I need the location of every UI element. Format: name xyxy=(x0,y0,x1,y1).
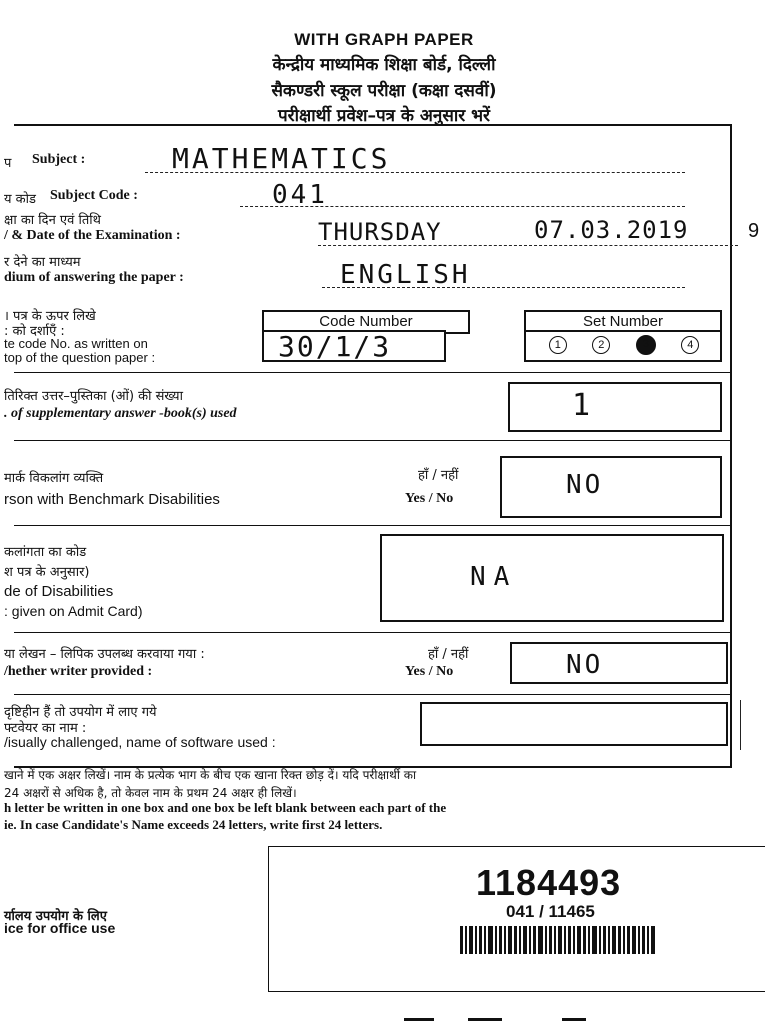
benchmark-box[interactable] xyxy=(500,456,722,518)
divider xyxy=(14,525,730,526)
exam-date-edge-mark: 9 xyxy=(748,220,760,242)
subject-label-hi: प xyxy=(4,156,12,171)
subject-code-value[interactable]: 041 xyxy=(272,180,328,210)
scan-mark xyxy=(468,1018,502,1021)
supplementary-box[interactable] xyxy=(508,382,722,432)
divider xyxy=(14,440,730,441)
writer-label: /hether writer provided : xyxy=(4,664,153,679)
office-serial-number: 1184493 xyxy=(476,862,622,903)
benchmark-yesno: Yes / No xyxy=(405,491,454,506)
code-label-2: top of the question paper : xyxy=(4,350,156,365)
scan-mark xyxy=(562,1018,586,1021)
code-label-hi-1: । पत्र के ऊपर लिखे xyxy=(4,309,96,324)
benchmark-value: NO xyxy=(566,470,604,500)
software-label-hi-2: फ्टवेयर का नाम : xyxy=(4,721,87,736)
disability-code-label-1: de of Disabilities xyxy=(4,583,114,600)
set-option-2[interactable]: 2 xyxy=(592,336,610,354)
supplementary-value: 1 xyxy=(572,388,594,423)
medium-value[interactable]: ENGLISH xyxy=(340,260,471,290)
code-label-hi-2: : को दर्शाएँ : xyxy=(4,324,65,339)
board-name: केन्द्रीय माध्यमिक शिक्षा बोर्ड, दिल्ली xyxy=(272,55,496,75)
medium-label: dium of answering the paper : xyxy=(4,270,184,285)
office-label: ice for office use xyxy=(4,920,116,936)
software-label-hi-1: दृष्टिहीन हैं तो उपयोग में लाए गये xyxy=(4,705,157,720)
fill-instruction: परीक्षार्थी प्रवेश–पत्र के अनुसार भरें xyxy=(278,106,490,126)
writer-label-hi: या लेखन – लिपिक उपलब्ध करवाया गया : xyxy=(4,647,205,662)
divider xyxy=(14,694,730,695)
subject-code-label: Subject Code : xyxy=(50,188,138,203)
name-instruction-hi-1: खाने में एक अक्षर लिखें। नाम के प्रत्येक भाग के बीच एक खाना रिक्त छोड़ दें। यदि परीक्षार्थी का xyxy=(4,768,417,782)
disability-code-label-2: : given on Admit Card) xyxy=(4,603,143,619)
supplementary-label-hi: तिरिक्त उत्तर–पुस्तिका (ओं) की संख्या xyxy=(4,389,183,404)
exam-date-value[interactable]: 07.03.2019 xyxy=(534,216,689,244)
benchmark-label-hi: मार्क विकलांग व्यक्ति xyxy=(4,471,104,486)
office-code-line: 041 / 11465 xyxy=(506,902,595,921)
supplementary-label: . of supplementary answer -book(s) used xyxy=(4,406,237,421)
exam-date-label: / & Date of the Examination : xyxy=(4,228,181,243)
writer-box[interactable] xyxy=(510,642,728,684)
disability-code-box[interactable] xyxy=(380,534,724,622)
set-option-4[interactable]: 4 xyxy=(681,336,699,354)
writer-yesno-hi: हाँ / नहीं xyxy=(428,647,469,662)
code-label-1: te code No. as written on xyxy=(4,336,148,351)
scan-mark xyxy=(404,1018,434,1021)
exam-date-label-hi: क्षा का दिन एवं तिथि xyxy=(4,213,101,228)
benchmark-yesno-hi: हाँ / नहीं xyxy=(418,468,459,483)
form-title: WITH GRAPH PAPER xyxy=(294,30,474,49)
software-label: /isually challenged, name of software used : xyxy=(4,734,276,750)
writer-yesno: Yes / No xyxy=(405,664,454,679)
code-number-value: 30/1/3 xyxy=(278,330,392,363)
disability-code-label-hi-2: श पत्र के अनुसार) xyxy=(4,565,90,580)
set-options xyxy=(536,335,712,355)
benchmark-label: rson with Benchmark Disabilities xyxy=(4,491,220,508)
subject-code-label-hi: य कोड xyxy=(4,192,36,207)
subject-label: Subject : xyxy=(32,152,86,167)
divider xyxy=(14,632,730,633)
medium-label-hi: र देने का माध्यम xyxy=(4,255,81,270)
set-number-caption: Set Number xyxy=(524,310,722,334)
disability-code-value: NA xyxy=(470,562,518,592)
code-number-caption: Code Number xyxy=(262,310,470,334)
name-instruction-hi-2: 24 अक्षरों से अधिक है, तो केवल नाम के प्रथम 24 अक्षर ही लिखें। xyxy=(4,786,297,800)
disability-code-label-hi-1: कलांगता का कोड xyxy=(4,545,87,560)
subject-value[interactable]: MATHEMATICS xyxy=(172,142,391,175)
office-barcode xyxy=(460,926,657,954)
set-option-3-selected[interactable]: 3 xyxy=(636,335,656,355)
name-instruction-en-1: h letter be written in one box and one box be left blank between each part of the xyxy=(4,800,447,815)
set-option-1[interactable]: 1 xyxy=(549,336,567,354)
name-instruction-en-2: ie. In case Candidate's Name exceeds 24 letters, write first 24 letters. xyxy=(4,817,383,832)
exam-day-value[interactable]: THURSDAY xyxy=(318,218,442,246)
exam-name: सैकण्डरी स्कूल परीक्षा (कक्षा दसवीं) xyxy=(271,81,497,101)
writer-value: NO xyxy=(566,650,604,680)
frame-edge xyxy=(740,700,742,750)
divider xyxy=(14,372,730,373)
office-label-hi: र्यालय उपयोग के लिए xyxy=(4,909,107,924)
software-box[interactable] xyxy=(420,702,728,746)
